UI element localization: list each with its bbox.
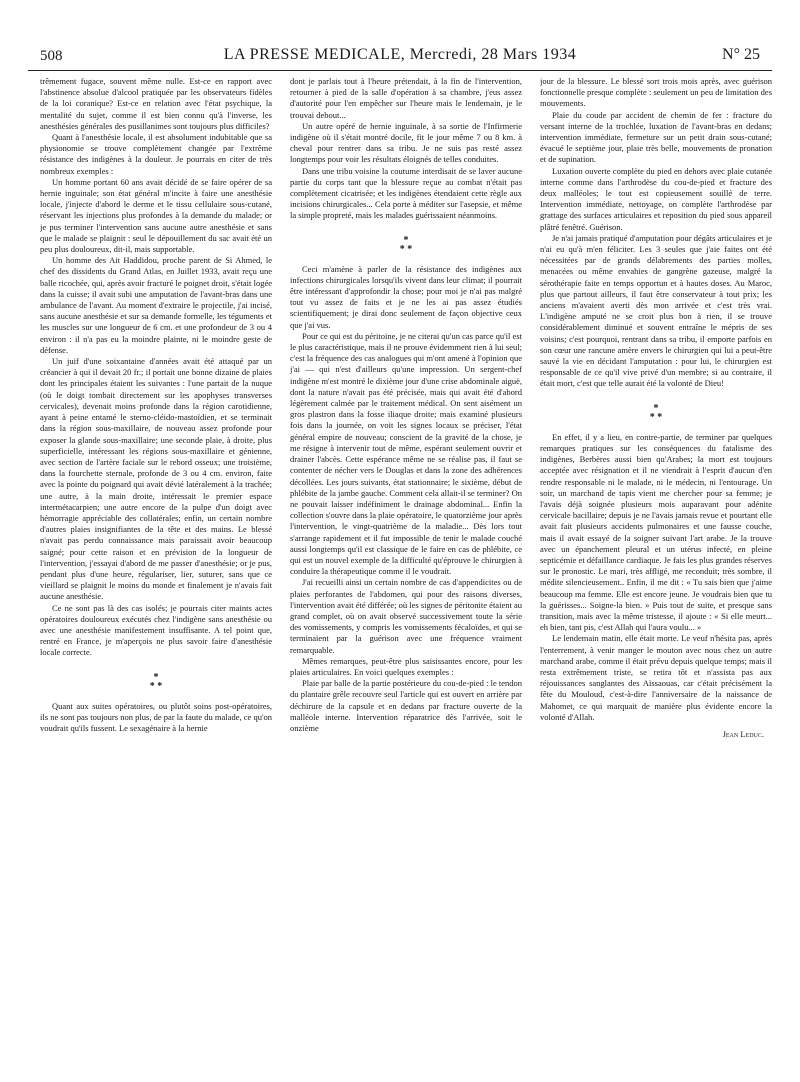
paragraph: Ceci m'amène à parler de la résistance des indigènes aux infections chirurgicales lorsqu'ils vivent dans leur climat; il pourrait être intéressant d'approfondir la chose; pour moi je n'ai pas malgré tout vu assez de faits et je ne les ai pas assez étudiés scientifiquement; je dirai donc seulement de façon objective ceux que j'ai vus. [290, 263, 522, 330]
journal-title: LA PRESSE MEDICALE, [223, 46, 406, 63]
separator-star-pair [540, 413, 772, 422]
paragraph: Je n'ai jamais pratiqué d'amputation pour dégâts articulaires et je n'ai eu qu'à m'en féliciter. Les 3 seules que j'aie faites ont été nécessitées par de grands délabrements des parties molles, menacées ou même envahies de gangrène gazeuse, malgré la sérothérapie faite en temps opportun et à hautes doses. Au Maroc, plus que partout ailleurs, il faut être conservateur à tout prix; les anciens m'avaient averti dès mon arrivée et c'est très vrai. L'indigène amputé ne se croit plus bon à rien, il se trouve considérablement diminué et souvent entraîne le mépris de ses voisins; c'est pourquoi, rentrant dans sa tribu, il emporte parfois en son cœur une rancune amère envers le chirurgien qui lui a peut-être sauvé la vie en décidant l'amputation : pour lui, le chirurgien est responsable de ce qu'il vive privé d'un membre; si au contraire, il était mort, c'est que telle aurait été la volonté de Dieu! [540, 232, 772, 389]
separator-star: * [653, 402, 659, 414]
paragraph: Plaie du coude par accident de chemin de fer : fracture du versant interne de la trochlée, luxation de l'avant-bras en dedans; intervention immédiate, fermeture sur un petit drain sous-cutané; évacué le septième jour, plaie très belle, mouvements de pronation et de supination. [540, 109, 772, 165]
paragraph: dont je parlais tout à l'heure prétendait, à la fin de l'intervention, retourner à pied de la salle d'opération à sa chambre, j'eus assez d'autorité pour l'en empêcher sur l'heure mais le lendemain, je le trouvai debout... [290, 76, 522, 120]
issue-date: Mercredi, 28 Mars 1934 [409, 46, 577, 63]
paragraph: Luxation ouverte complète du pied en dehors avec plaie cutanée interne comme dans l'arthrodèse du cou-de-pied et fracture des deux malléoles; le tout est copieusement souillé de terre. Intervention immédiate, nettoyage, on complète l'arthrodèse par grattage des surfaces articulaires et reposition du pied sous appareil plâtré fenêtré. Guérison. [540, 165, 772, 232]
paragraph: Un homme portant 60 ans avait décidé de se faire opérer de sa hernie inguinale; son état général m'incite à faire une anesthésie locale, j'injecte d'abord le derme et le tissu cellulaire sous-cutané, réservant les injections plus profondes à la demande du malade; or je pus terminer l'intervention sans aucune autre anesthésie et sans que le malade se plaignit : seul le dépouillement du sac avait été un peu plus douloureux, dit-il, mais supportable. [40, 176, 272, 255]
separator-star: * [657, 411, 663, 423]
paragraph: En effet, il y a lieu, en contre-partie, de terminer par quelques remarques pratiques sur les conséquences du fatalisme des indigènes, Berbères aussi bien qu'Arabes; la mort est toujours acceptée avec résignation et il ne viendrait à l'esprit d'aucun d'en rendre responsable ni le malade, ni le médecin, ni l'entourage. Un soir, un marchand de tapis vient me chercher pour sa femme; je l'avais déjà soignée plusieurs mois auparavant pour adénite cervicale bacillaire; depuis je ne l'avais jamais revue et pourtant elle avait fait plusieurs accidents pulmonaires et une fausse couche, mais il avait essayé de la soigner suivant l'art arabe. Je la trouve avec un épanchement pleural et un utérus infecté, en pleine septicémie et défaillance cardiaque. Je fais les plus grandes réserves sur le pronostic. Le mari, très affligé, me reconduit; très sombre, il médite silencieusement.. Enfin, il me dit : « Tu sais bien que j'aime beaucoup ma femme. Elle est encore jeune. Je voudrais bien que tu la guérisses... Soigne-la bien. » Puis tout de suite, et presque sans transition, mais avec la même tristesse, il ajoute : « Si elle meurt... eh bien, tant pis, c'est Allah qui l'aura voulu... » [540, 431, 772, 633]
separator-star: * [403, 234, 409, 246]
issue-number: N° 25 [722, 46, 760, 63]
paragraph: Mêmes remarques, peut-être plus saisissantes encore, pour les plaies articulaires. En voici quelques exemples : [290, 655, 522, 677]
paragraph: trêmement fugace, souvent même nulle. Est-ce en rapport avec l'abstinence absolue d'alcool pratiquée par les observateurs fidèles de la loi coranique? Est-ce en relation avec l'état psychique, la mentalité du sujet, comme il est bien connu qu'à l'inverse, les anesthésies générales des pusillanimes sont toujours plus difficiles? [40, 76, 272, 131]
paragraph: jour de la blessure. Le blessé sort trois mois après, avec guérison fonctionnelle presque complète : seulement un peu de limitation des mouvements. [540, 76, 772, 109]
paragraph: Dans une tribu voisine la coutume interdisait de se laver aucune partie du corps tant que la blessure reçue au combat n'était pas complètement cicatrisée; et les indigènes étendaient cette règle aux incisions chirurgicales... Cela porte à méditer sur l'asepsie, et même la simple propreté, mais les malades guérissaient néanmoins. [290, 165, 522, 221]
paragraph: Un autre opéré de hernie inguinale, à sa sortie de l'Infirmerie indigène où il s'était montré docile, fit le jour même 7 ou 8 km. à cheval pour rentrer dans sa tribu. Je ne suis pas resté assez longtemps pour voir les résultats éloignés de telles conduites. [290, 120, 522, 165]
paragraph: J'ai recueilli ainsi un certain nombre de cas d'appendicites ou de plaies perforantes de l'abdomen, qui pour des raisons diverses, l'intervention avait été différée; où les signes de péritonite étaient au grand complet, où on avait observé successivement toute la série des vomissements, y compris les vomissements fécaloïdes, et qui se terminaient par la guérison avec une fréquence vraiment remarquable. [290, 577, 522, 655]
section-separator [40, 673, 272, 691]
separator-star-pair [40, 682, 272, 691]
separator-star: * [157, 680, 163, 692]
section-separator [290, 236, 522, 254]
paragraph: Quant aux suites opératoires, ou plutôt soins post-opératoires, ils ne sont pas toujours non plus, de par la faute du malade, ce qu'on voudrait qu'ils fussent. Le sexagénaire à la hernie [40, 700, 272, 733]
paragraph: Un juif d'une soixantaine d'années avait été attaqué par un créancier à qui il devait 20 fr.; il portait une bonne dizaine de plaies dont les principales étaient les suivantes : l'une partait de la nuque (où le doigt tombait directement sur les apophyses transverses cervicales), devenait moins profonde dans la région carotidienne, ayant à peine entamé le sterno-cléido-mastoïdien, et se terminait dans la région sous-maxillaire, de nouveau assez profonde pour exposer la glande sous-maxillaire; une seconde plaie, à droite, plus superficielle, intéressant les régions sous-maxillaire et génienne, avec section de l'artère faciale sur le rebord osseux; une troisième, dans la fourchette sternale, profonde de 3 ou 4 cm. environ, faite avec la pointe du poignard qui avait dévié latéralement à la trachée; une autre, à la main droite, intéressait le premier espace intermétacarpien; une autre encore de la pulpe d'un doigt avec hémorragie appréciable des collatérales; enfin, un certain nombre d'autres plaies insignifiantes de la tête et des mains. Le blessé n'avait pas perdu connaissance mais paraissait avoir beaucoup saigné; pour cette raison et en prévision de la longueur de l'intervention, j'essayai d'abord de me passer d'anesthésie; or je pus, pendant plus d'une heure, régulariser, lier, suturer, sans que ce vieillard se plaignit le moins du monde et finalement je n'avais fait aucune anesthésie. [40, 356, 272, 602]
article-columns [40, 76, 772, 1076]
page-number: 508 [40, 48, 63, 64]
page-header [28, 46, 772, 71]
section-separator [540, 404, 772, 422]
author-signature: Jean Leduc. [722, 728, 764, 739]
separator-star: * [153, 671, 159, 683]
paragraph: Plaie par balle de la partie postérieure du cou-de-pied : le tendon du plantaire grêle recouvre seul l'article qui est ouvert en arrière par déchirure de la capsule et en dedans par fracture ouverte de la malléole interne. Intervention réparatrice dès l'arrivée, soit le onzième [290, 678, 522, 733]
journal-title-line [28, 46, 772, 64]
paragraph: Quant à l'anesthésie locale, il est absolument indubitable que sa physionomie se trouve complètement changée par l'extrême résistance des indigènes à la douleur. Je pourrais en citer de très nombreux exemples : [40, 132, 272, 176]
separator-star: * [149, 680, 155, 692]
separator-star: * [649, 411, 655, 423]
paragraph: Pour ce qui est du péritoine, je ne citerai qu'un cas parce qu'il est le plus caractéristique, mais il ne prouve évidemment rien à lui seul; c'est la fréquence des cas analogues qui m'ont amené à l'opinion que j'ai — qui n'est d'ailleurs qu'une impression. Un sergent-chef indigène m'est montré le dixième jour d'une crise abdominale aiguë, dont la nature n'avait pas été précisée, mais qui avait été d'abord légèrement calmée par le traitement médical. On sent aisément un gros plastron dans la fosse iliaque droite; mais examiné plusieurs fois dans la journée, on voit les signes locaux se préciser, l'état général empire de nouveau; conscient de la gravité de la chose, je me résigne à intervenir tout de même, espérant seulement ouvrir et drainer l'abcès. Cette espérance même ne se réalise pas, il faut se contenter de nécher vers le Douglas et dans la zone des adhérences décollées. Les jours suivants, état stationnaire; le sixième, début de phlébite de la jambe gauche. Comment cela allait-il se terminer? On ne pouvait laisser indéfiniment le drainage abdominal... Enfin la collection s'ouvre dans la plaie opératoire, le quatorzième jour après l'intervention, le vingt-quatrième de la maladie... Dès lors tout s'arrange rapidement et il fut impossible de tenir le malade couché aussi longtemps qu'il est classique de le faire en cas de phlébite, ce qui est un nouvel exemple de la difficulté qu'éprouve le chirurgien à conduire la thérapeutique comme il le voudrait. [290, 330, 522, 577]
separator-star: * [407, 243, 413, 255]
separator-star: * [399, 243, 405, 255]
paragraph: Un homme des Ait Haddidou, proche parent de Si Ahmed, le chef des dissidents du Grand Atlas, en Juillet 1933, avait reçu une balle ricochée, qui, après avoir fracturé le poignet droit, s'était logée dans la cuisse; il avait subi une amputation de l'avant-bras dans une ambulance de l'avant. Au moment d'extraire le projectile, j'ai incisé, sans aucune anesthésie et sur sa demande formelle, les téguments et les muscles sur une longueur de 6 cm. et une profondeur de 3 ou 4 environ : il n'a pas eu la moindre plainte, ni le moindre geste de défense. [40, 255, 272, 355]
column-1 [40, 76, 272, 1076]
paragraph: Ce ne sont pas là des cas isolés; je pourrais citer maints actes opératoires douloureux exécutés chez l'indigène sans anesthésie ou avec une anesthésie manifestement insuffisante. A tel point que, rentré en France, je m'aperçois ne plus savoir faire d'anesthésie locale correcte. [40, 602, 272, 658]
column-2 [290, 76, 522, 1076]
column-3 [540, 76, 772, 1076]
paragraph: Le lendemain matin, elle était morte. Le veuf n'hésita pas, après l'enterrement, à venir manger le mouton avec nous chez un autre marchand arabe, comme il était prévu depuis quelque temps; mais il resta extrêmement triste, se retira tôt et n'assista pas aux réjouissances sanglantes des Aïssaouas, car c'était précisément la fête du Mouloud, c'est-à-dire l'anniversaire de la naissance de Mahomet, ce qui marquait de manière plus évidente encore la volonté d'Allah. [540, 633, 772, 722]
separator-star-pair [290, 245, 522, 254]
